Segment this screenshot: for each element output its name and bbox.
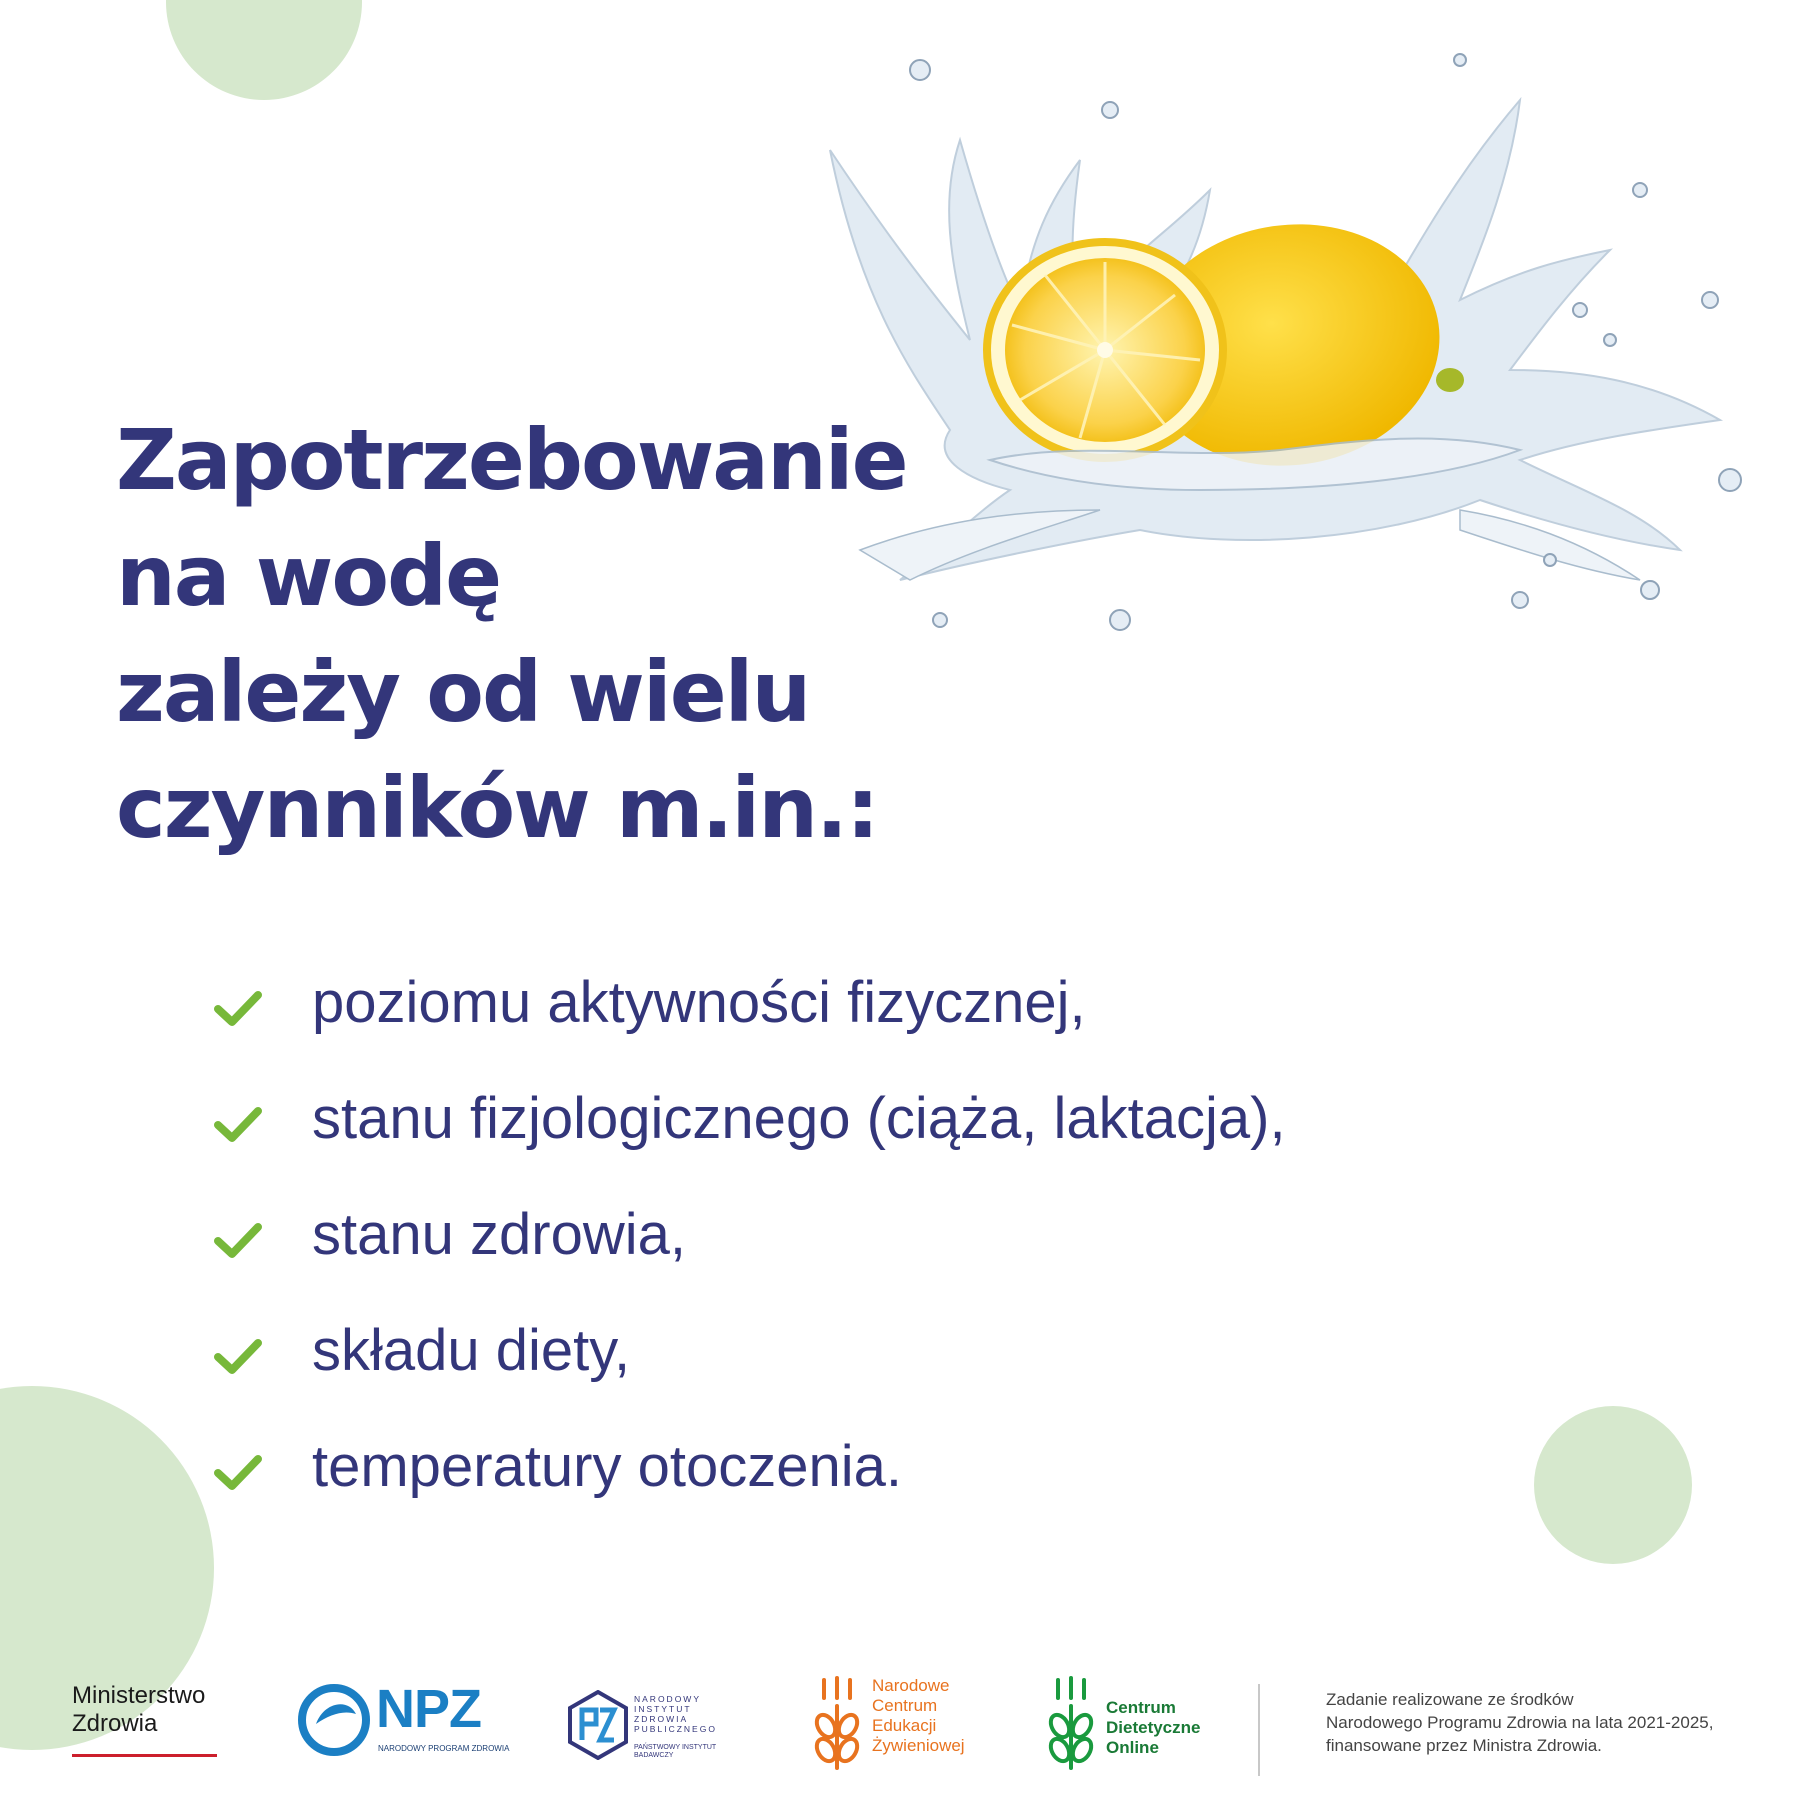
npz-emblem-icon <box>298 1684 370 1756</box>
factor-text: poziomu aktywności fizycznej, <box>312 969 1086 1035</box>
pzh-line: INSTYTUT <box>634 1704 692 1714</box>
ncez-logo <box>812 1676 982 1776</box>
headline-line-2: na wodę <box>116 527 501 625</box>
headline-line-1: Zapotrzebowanie <box>116 411 907 509</box>
funding-line: Zadanie realizowane ze środków <box>1326 1690 1574 1709</box>
footer-logos <box>0 1660 1800 1800</box>
pzh-line: NARODOWY <box>634 1694 701 1704</box>
pzh-name <box>634 1694 717 1734</box>
checkmark-icon <box>214 1337 262 1377</box>
pzh-emblem-icon <box>566 1690 630 1760</box>
list-item <box>214 1292 1286 1408</box>
ministerstwo-zdrowia-logo <box>72 1682 222 1757</box>
cdo-line: Centrum <box>1106 1698 1176 1717</box>
checkmark-icon <box>214 989 262 1029</box>
npz-subtitle: NARODOWY PROGRAM ZDROWIA <box>378 1744 510 1753</box>
checkmark-icon <box>214 1453 262 1493</box>
factor-text: temperatury otoczenia. <box>312 1433 902 1499</box>
cdo-line: Dietetyczne <box>1106 1718 1201 1737</box>
headline-line-3: zależy od wielu <box>116 643 810 741</box>
list-item <box>214 1408 1286 1524</box>
footer-divider <box>1258 1684 1260 1776</box>
wheat-icon <box>1046 1676 1096 1772</box>
decor-circle-top <box>166 0 362 100</box>
pzh-line: ZDROWIA <box>634 1714 689 1724</box>
flag-bar <box>72 1754 217 1757</box>
ncez-name <box>872 1676 965 1756</box>
funding-note <box>1326 1688 1786 1757</box>
lemon-water-splash-illustration <box>820 40 1780 680</box>
cdo-name <box>1106 1698 1200 1758</box>
npz-name: NPZ <box>376 1679 481 1739</box>
funding-line: finansowane przez Ministra Zdrowia. <box>1326 1736 1602 1755</box>
factors-list <box>214 944 1286 1524</box>
cdo-line: Online <box>1106 1738 1159 1757</box>
npz-logo <box>298 1678 510 1762</box>
ncez-line: Centrum <box>872 1696 938 1715</box>
headline-line-4: czynników m.in.: <box>116 759 878 857</box>
nizp-pzh-logo <box>566 1690 726 1770</box>
factor-text: stanu zdrowia, <box>312 1201 686 1267</box>
factor-text: składu diety, <box>312 1317 631 1383</box>
headline <box>116 402 907 866</box>
wheat-icon <box>812 1676 862 1772</box>
pzh-line: PUBLICZNEGO <box>634 1724 717 1734</box>
pzh-subtitle <box>634 1744 716 1760</box>
funding-line: Narodowego Programu Zdrowia na lata 2021-2025, <box>1326 1713 1714 1732</box>
pzh-sub-line: BADAWCZY <box>634 1752 674 1759</box>
list-item <box>214 944 1286 1060</box>
cdo-logo <box>1046 1676 1216 1776</box>
factor-text: stanu fizjologicznego (ciąża, laktacja), <box>312 1085 1286 1151</box>
checkmark-icon <box>214 1221 262 1261</box>
list-item <box>214 1176 1286 1292</box>
ncez-line: Narodowe <box>872 1676 950 1695</box>
ministerstwo-line-2: Zdrowia <box>72 1710 158 1737</box>
ncez-line: Żywieniowej <box>872 1736 965 1755</box>
ministerstwo-line-1: Ministerstwo <box>72 1682 206 1709</box>
pzh-sub-line: PAŃSTWOWY INSTYTUT <box>634 1744 717 1751</box>
decor-circle-right <box>1534 1406 1692 1564</box>
ncez-line: Edukacji <box>872 1716 937 1735</box>
checkmark-icon <box>214 1105 262 1145</box>
list-item <box>214 1060 1286 1176</box>
